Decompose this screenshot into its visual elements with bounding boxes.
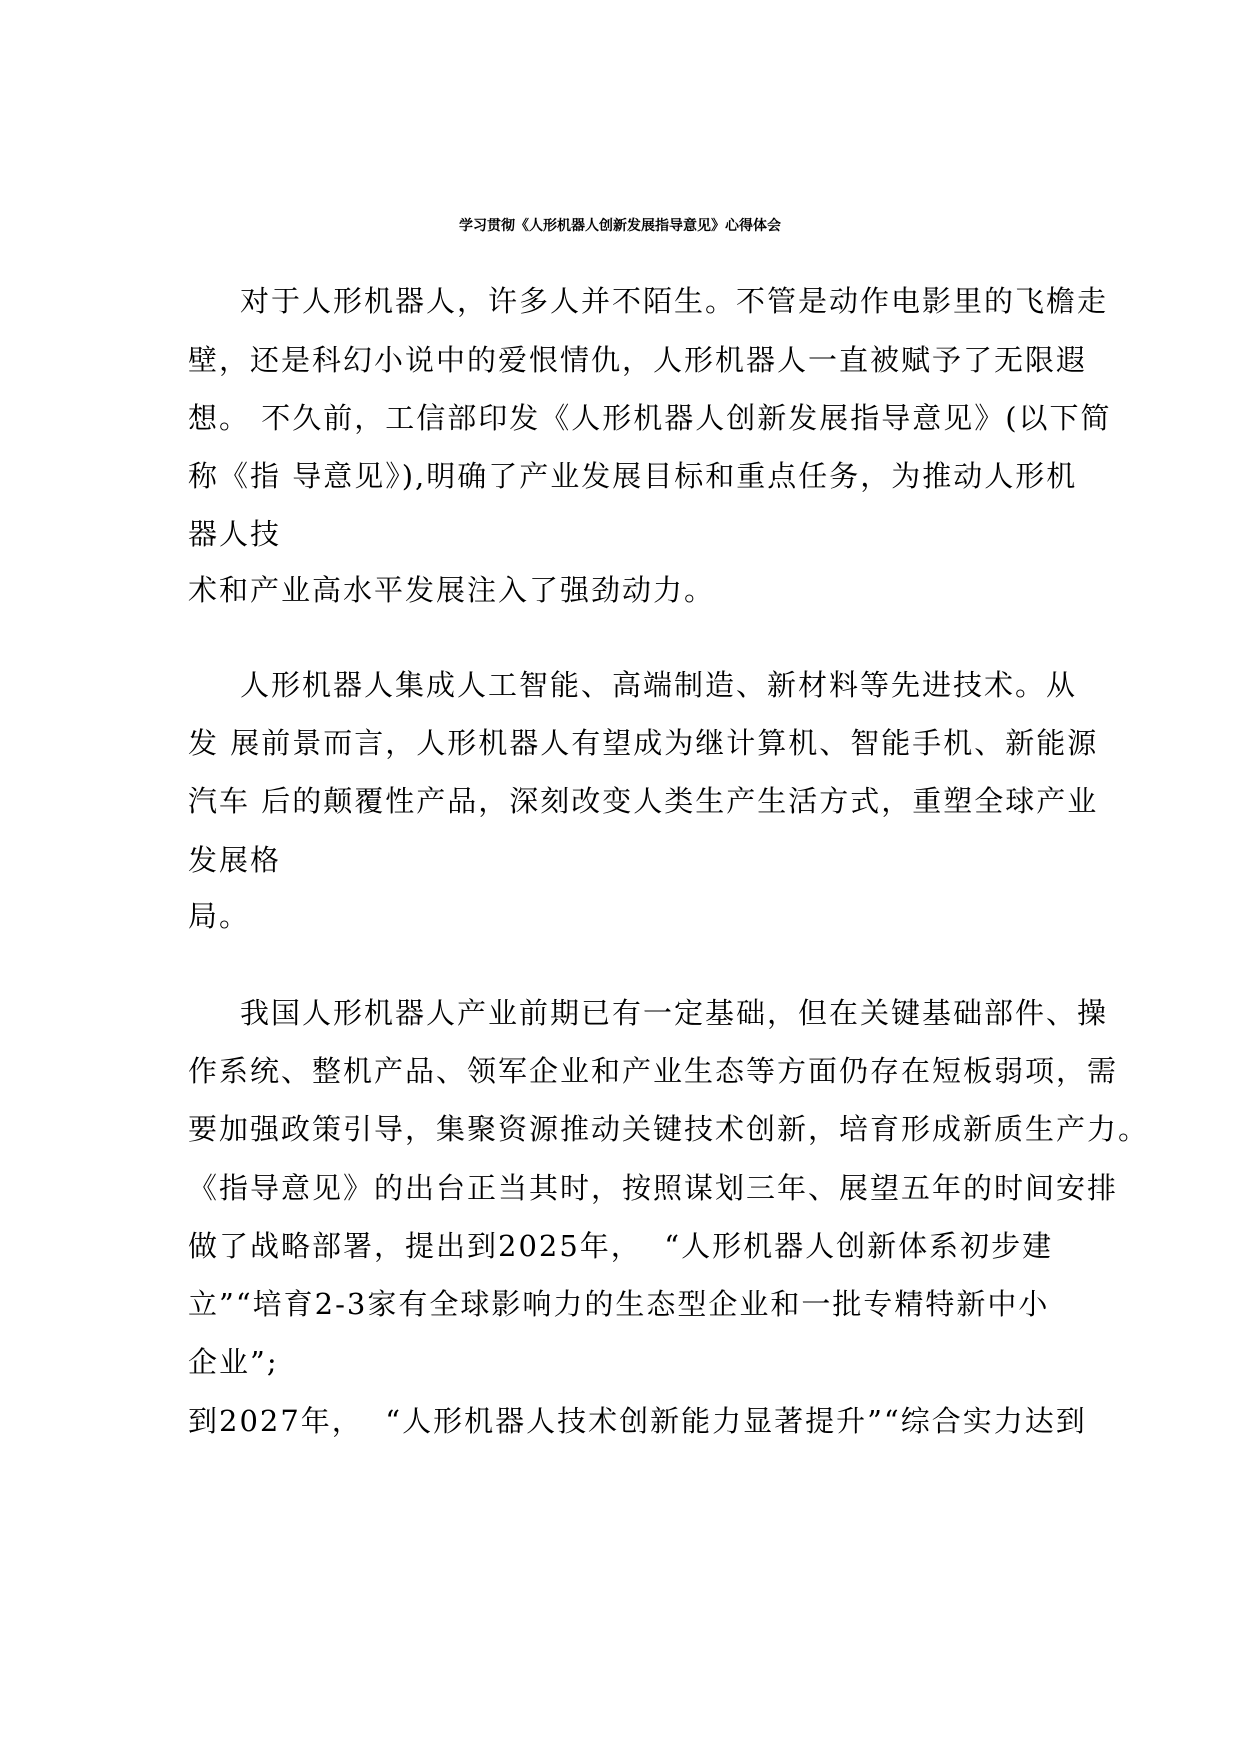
paragraph-3-line-3: 要加强政策引导，集聚资源推动关键技术创新，培育形成新质生产力。: [188, 1112, 1150, 1146]
paragraph-3-line-8: 到2027年， “人形机器人技术创新能力显著提升”“综合实力达到: [188, 1404, 1087, 1438]
document-title: 学习贯彻《人形机器人创新发展指导意见》心得体会: [459, 218, 781, 234]
paragraph-3-line-7: 企业”;: [188, 1345, 279, 1379]
paragraph-2-line-4: 发展格: [188, 843, 282, 877]
paragraph-3-line-1: 我国人形机器人产业前期已有一定基础，但在关键基础部件、操: [240, 996, 1109, 1030]
paragraph-3-line-5: 做了战略部署，提出到2025年， “人形机器人创新体系初步建: [188, 1229, 1054, 1263]
paragraph-2-line-3: 汽车 后的颠覆性产品，深刻改变人类生产生活方式，重塑全球产业: [188, 784, 1099, 818]
paragraph-2-line-2: 发 展前景而言，人形机器人有望成为继计算机、智能手机、新能源: [188, 726, 1099, 760]
paragraph-1-line-6: 术和产业高水平发展注入了强劲动力。: [188, 573, 716, 607]
paragraph-1-line-2: 壁，还是科幻小说中的爱恨情仇，人形机器人一直被赋予了无限遐: [188, 343, 1088, 377]
paragraph-2-line-1: 人形机器人集成人工智能、高端制造、新材料等先进技术。从: [240, 668, 1078, 702]
paragraph-3-line-4: 《指导意见》的出台正当其时，按照谋划三年、展望五年的时间安排: [188, 1171, 1119, 1205]
paragraph-1-line-3: 想。 不久前，工信部印发《人形机器人创新发展指导意见》(以下简: [188, 401, 1112, 435]
paragraph-1-line-1: 对于人形机器人，许多人并不陌生。不管是动作电影里的飞檐走: [240, 284, 1109, 318]
paragraph-1-line-4: 称《指 导意见》),明确了产业发展目标和重点任务，为推动人形机: [188, 459, 1078, 493]
paragraph-3-line-2: 作系统、整机产品、领军企业和产业生态等方面仍存在短板弱项，需: [188, 1054, 1119, 1088]
paragraph-2-line-5: 局。: [188, 899, 251, 933]
paragraph-1-line-5: 器人技: [188, 517, 282, 551]
paragraph-3-line-6: 立”“培育2-3家有全球影响力的生态型企业和一批专精特新中小: [188, 1287, 1050, 1321]
